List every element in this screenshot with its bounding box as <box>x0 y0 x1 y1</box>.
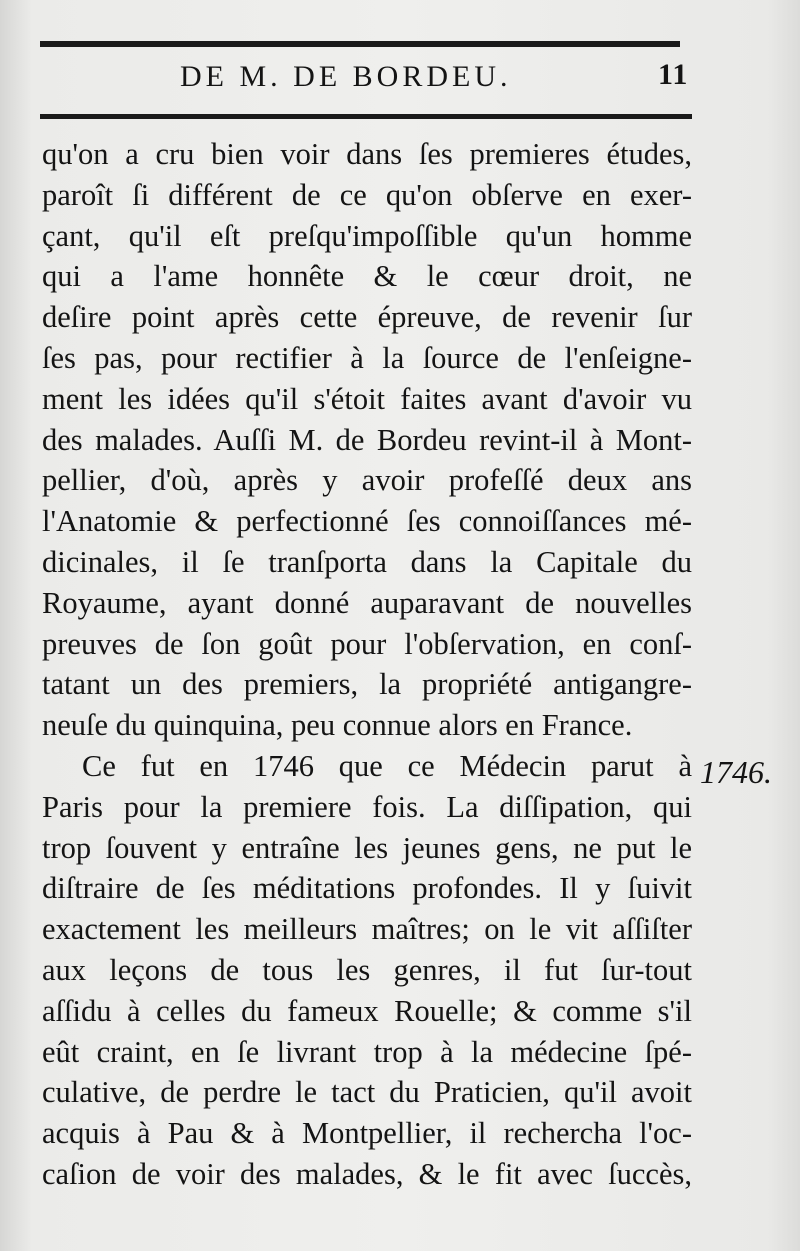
page-number: 11 <box>658 58 689 91</box>
text-line: qui a l'ame honnête & le cœur droit, ne <box>42 259 692 294</box>
text-line: aſſidu à celles du fameux Rouelle; & comme s'il <box>42 993 692 1028</box>
text-line: Paris pour la premiere fois. La diſſipation, qui <box>42 789 692 824</box>
text-line: ment les idées qu'il s'étoit faites avant d'avoir vu <box>42 381 692 416</box>
text-line: paroît ſi différent de ce qu'on obſerve en exer- <box>42 177 692 212</box>
text-line: pellier, d'où, après y avoir profeſſé deux ans <box>42 463 692 498</box>
text-line: Royaume, ayant donné auparavant de nouvelles <box>42 585 692 620</box>
text-line: diſtraire de ſes méditations profondes. Il y ſuivit <box>42 871 692 906</box>
margin-note-year: 1746. <box>700 754 772 790</box>
text-line: preuves de ſon goût pour l'obſervation, en conſ- <box>42 626 692 661</box>
text-line: qu'on a cru bien voir dans ſes premieres études, <box>42 137 692 171</box>
text-line: eût craint, en ſe livrant trop à la médecine ſpé- <box>42 1034 692 1069</box>
page-header <box>40 58 700 98</box>
text-line: tatant un des premiers, la propriété antigangre- <box>42 667 692 702</box>
top-rule <box>40 41 680 47</box>
text-line: exactement les meilleurs maîtres; on le vit aſſiſter <box>42 912 692 947</box>
text-line: Ce fut en 1746 que ce Médecin parut à <box>82 748 692 783</box>
text-line: çant, qu'il eſt preſqu'impoſſible qu'un homme <box>42 218 692 253</box>
text-line: acquis à Pau & à Montpellier, il rechercha l'oc- <box>42 1116 692 1151</box>
text-line: aux leçons de tous les genres, il fut ſur-tout <box>42 952 692 987</box>
text-line: caſion de voir des malades, & le fit avec ſuccès, <box>42 1156 692 1191</box>
body-text <box>42 134 692 1195</box>
text-line: l'Anatomie & perfectionné ſes connoiſſances mé- <box>42 504 692 539</box>
text-line: ſes pas, pour rectifier à la ſource de l'enſeigne- <box>42 340 692 375</box>
text-line: deſire point après cette épreuve, de revenir ſur <box>42 300 692 335</box>
header-rule <box>40 114 692 119</box>
text-line: neuſe du quinquina, peu connue alors en France. <box>42 708 633 743</box>
text-line: culative, de perdre le tact du Praticien, qu'il avoit <box>42 1075 692 1110</box>
running-head: DE M. DE BORDEU. <box>180 60 512 93</box>
text-line: des malades. Auſſi M. de Bordeu revint-il à Mont- <box>42 422 692 457</box>
text-line: dicinales, il ſe tranſporta dans la Capitale du <box>42 544 692 579</box>
text-line: trop ſouvent y entraîne les jeunes gens, ne put le <box>42 830 692 865</box>
